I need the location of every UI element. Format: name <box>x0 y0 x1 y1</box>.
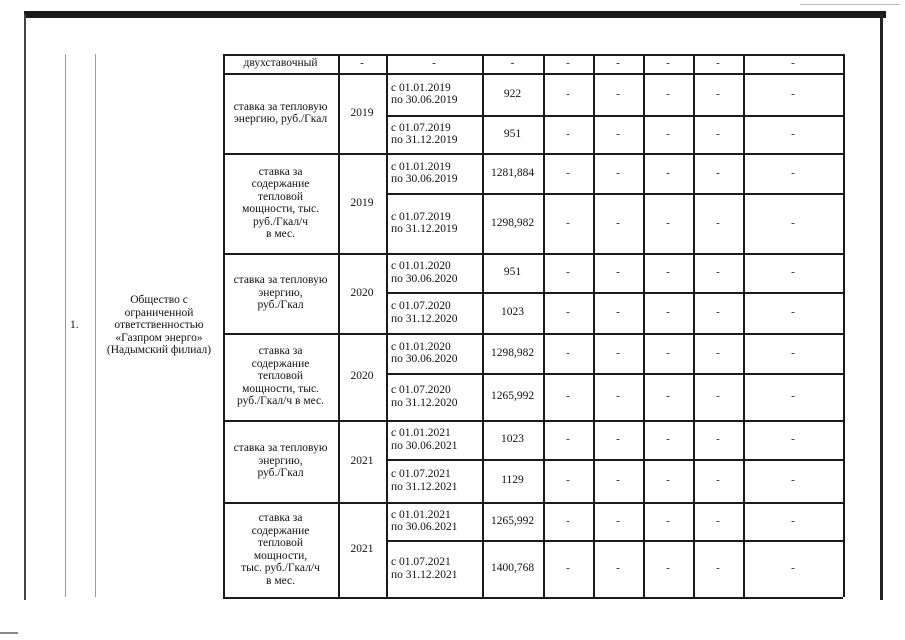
dash-cell: - <box>666 562 670 575</box>
tariff-value: 1023 <box>501 306 524 319</box>
dash-cell: - <box>566 346 570 359</box>
period-cell: с 01.01.2019 по 30.06.2019 <box>391 81 458 106</box>
tariff-value: 1298,982 <box>490 346 535 359</box>
period-cell: с 01.07.2019 по 31.12.2019 <box>391 210 458 235</box>
dash-cell: - <box>716 433 720 446</box>
tariff-value: 1265,992 <box>490 390 535 403</box>
scan-artifact <box>800 4 900 5</box>
page-top-border <box>24 11 886 18</box>
tariff-value: 922 <box>503 87 522 100</box>
dash-cell: - <box>666 87 670 100</box>
grid-line-vertical <box>843 54 845 597</box>
period-cell: с 01.07.2021 по 31.12.2021 <box>391 468 458 493</box>
dash-cell: - <box>616 216 620 229</box>
tariff-value: 1298,982 <box>490 216 535 229</box>
row-number: 1. <box>70 319 79 332</box>
year-cell: 2019 <box>350 196 374 209</box>
year-cell: 2021 <box>350 543 374 556</box>
dash-cell: - <box>791 57 795 70</box>
dash-cell: - <box>716 266 720 279</box>
rate-label: ставка за содержание тепловой мощности, тыс. руб./Гкал/ч в мес. <box>242 165 319 240</box>
dash-cell: - <box>716 514 720 527</box>
dash-cell: - <box>716 166 720 179</box>
dash-cell: - <box>616 127 620 140</box>
dash-cell: - <box>791 306 795 319</box>
dash-cell: - <box>716 562 720 575</box>
organization-name: Общество с ограниченной ответственностью «Газпром энерго» (Надымский филиал) <box>106 294 212 357</box>
period-cell: с 01.07.2020 по 31.12.2020 <box>391 384 458 409</box>
dash-cell: - <box>666 346 670 359</box>
dash-cell: - <box>791 433 795 446</box>
dash-cell: - <box>791 346 795 359</box>
dash-cell: - <box>716 57 720 70</box>
dash-cell: - <box>616 514 620 527</box>
dash-cell: - <box>716 87 720 100</box>
tariff-value: 1129 <box>501 474 524 487</box>
dash-cell: - <box>616 306 620 319</box>
dash-cell: - <box>566 306 570 319</box>
rate-label: ставка за тепловую энергию, руб./Гкал <box>233 100 328 125</box>
dash-cell: - <box>666 474 670 487</box>
period-cell: с 01.01.2019 по 30.06.2019 <box>391 160 458 185</box>
dash-cell: - <box>791 166 795 179</box>
dash-cell: - <box>666 216 670 229</box>
dash-cell: - <box>666 514 670 527</box>
dash-cell: - <box>666 306 670 319</box>
period-cell: с 01.01.2020 по 30.06.2020 <box>391 260 458 285</box>
dash-cell: - <box>791 127 795 140</box>
tariff-value: 1281,884 <box>490 166 535 179</box>
tariff-value: 1023 <box>501 433 524 446</box>
dash-cell: - <box>791 514 795 527</box>
dash-cell: - <box>791 562 795 575</box>
dash-cell: - <box>666 127 670 140</box>
dash-cell: - <box>616 57 620 70</box>
period-cell: с 01.07.2020 по 31.12.2020 <box>391 300 458 325</box>
dash-cell: - <box>716 216 720 229</box>
dash-cell: - <box>791 266 795 279</box>
dash-cell: - <box>566 514 570 527</box>
dash-cell: - <box>360 57 364 70</box>
dash-cell: - <box>566 562 570 575</box>
tariff-value: 951 <box>503 127 522 140</box>
period-cell: с 01.07.2019 по 31.12.2019 <box>391 121 458 146</box>
rate-label: ставка за содержание тепловой мощности, тыс. руб./Гкал/ч в мес. <box>237 345 324 408</box>
scan-artifact <box>0 632 18 634</box>
dash-cell: - <box>616 346 620 359</box>
year-cell: 2020 <box>350 286 374 299</box>
dash-cell: - <box>566 57 570 70</box>
dash-cell: - <box>566 127 570 140</box>
dash-cell: - <box>616 433 620 446</box>
dash-cell: - <box>791 216 795 229</box>
dash-cell: - <box>616 87 620 100</box>
dash-cell: - <box>716 127 720 140</box>
page-right-border <box>880 14 883 600</box>
period-cell: с 01.07.2021 по 31.12.2021 <box>391 556 458 581</box>
rate-label: ставка за содержание тепловой мощности, тыс. руб./Гкал/ч в мес. <box>241 512 320 587</box>
tariff-value: 1265,992 <box>490 514 535 527</box>
dash-cell: - <box>616 390 620 403</box>
dash-cell: - <box>716 346 720 359</box>
dash-cell: - <box>566 474 570 487</box>
tariff-value: 951 <box>503 266 522 279</box>
dash-cell: - <box>616 474 620 487</box>
rate-label: ставка за тепловую энергию, руб./Гкал <box>233 442 328 480</box>
period-cell: с 01.01.2021 по 30.06.2021 <box>391 508 458 533</box>
dash-cell: - <box>566 87 570 100</box>
dash-cell: - <box>566 166 570 179</box>
dash-cell: - <box>566 390 570 403</box>
period-cell: с 01.01.2020 по 30.06.2020 <box>391 340 458 365</box>
tariff-value: 1400,768 <box>490 562 535 575</box>
rate-label: ставка за тепловую энергию, руб./Гкал <box>233 274 328 312</box>
dash-cell: - <box>791 87 795 100</box>
period-cell: с 01.01.2021 по 30.06.2021 <box>391 427 458 452</box>
dash-cell: - <box>791 390 795 403</box>
dash-cell: - <box>616 266 620 279</box>
dash-cell: - <box>566 266 570 279</box>
page-left-border <box>24 14 26 600</box>
dash-cell: - <box>716 306 720 319</box>
tariff-type-label: двухставочный <box>243 57 318 70</box>
year-cell: 2019 <box>350 106 374 119</box>
grid-line-horizontal <box>223 597 843 599</box>
year-cell: 2020 <box>350 370 374 383</box>
year-cell: 2021 <box>350 454 374 467</box>
dash-cell: - <box>666 266 670 279</box>
dash-cell: - <box>566 433 570 446</box>
dash-cell: - <box>666 390 670 403</box>
dash-cell: - <box>666 57 670 70</box>
dash-cell: - <box>666 433 670 446</box>
dash-cell: - <box>566 216 570 229</box>
dash-cell: - <box>716 390 720 403</box>
dash-cell: - <box>510 57 515 70</box>
dash-cell: - <box>791 474 795 487</box>
dash-cell: - <box>432 57 436 70</box>
dash-cell: - <box>716 474 720 487</box>
dash-cell: - <box>616 562 620 575</box>
dash-cell: - <box>616 166 620 179</box>
dash-cell: - <box>666 166 670 179</box>
